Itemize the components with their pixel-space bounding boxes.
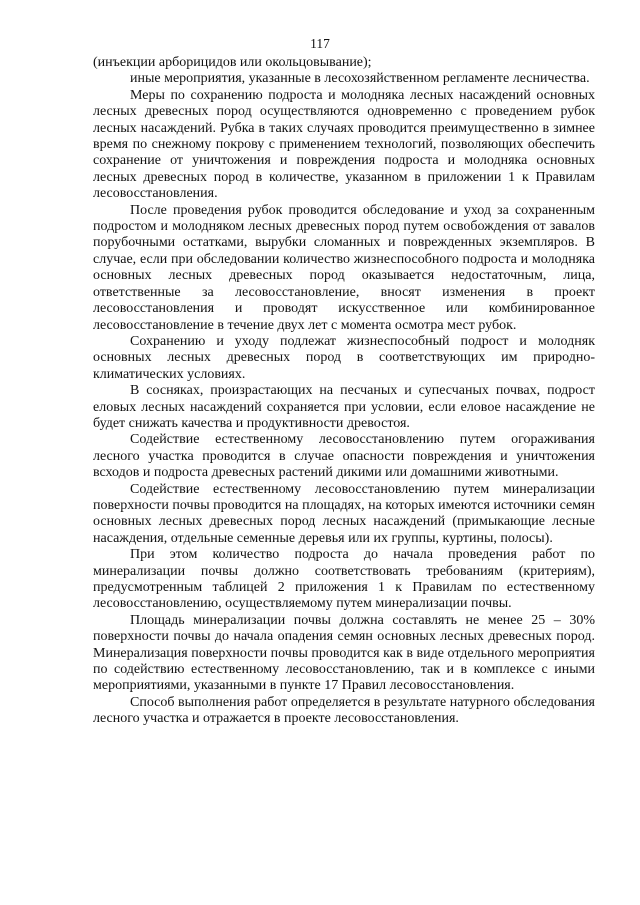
page-body	[93, 55, 595, 728]
paragraph-8: Содействие естественному лесовосстановлению путем минерализации поверхности почвы проводится на площадях, на которых имеются источники семян основных лесных древесных пород лесных насаждений (примыкающие лесные насаждения, отдельные семенные деревья или их группы, куртины, полосы).	[93, 481, 595, 546]
paragraph-6: В сосняках, произрастающих на песчаных и супесчаных почвах, подрост еловых лесных насаждений сохраняется при условии, если еловое насаждение не будет снижать качества и продуктивности древостоя.	[93, 383, 595, 431]
paragraph-11: Способ выполнения работ определяется в результате натурного обследования лесного участка и отражается в проекте лесовосстановления.	[93, 694, 595, 727]
paragraph-7: Содействие естественному лесовосстановлению путем огораживания лесного участка проводится в случае опасности повреждения и уничтожения всходов и подроста древесных растений дикими или домашними животными.	[93, 432, 595, 481]
paragraph-9: При этом количество подроста до начала проведения работ по минерализации почвы должно соответствовать требованиям (критериям), предусмотренным таблицей 2 приложения 1 к Правилам по естественному лесовосстановлению, осуществляемому путем минерализации почвы.	[93, 547, 595, 612]
paragraph-1: (инъекции арборицидов или окольцовывание);	[93, 55, 372, 70]
page-number: 117	[310, 36, 330, 51]
paragraph-2: иные мероприятия, указанные в лесохозяйственном регламенте лесничества.	[130, 71, 590, 87]
paragraph-5: Сохранению и уходу подлежат жизнеспособный подрост и молодняк основных лесных древесных пород в соответствующих им природно-климатических условиях.	[93, 333, 595, 382]
paragraph-4: После проведения рубок проводится обследование и уход за сохраненным подростом и молодняком лесных древесных пород путем освобождения от завалов порубочными остатками, вырубки сломанных и поврежденных экземпляров. В случае, если при обследовании количество жизнеспособного подроста и молодняка основных лесных древесных пород оказывается недостаточным, лица, ответственные за лесовосстановление, вносят изменения в проект лесовосстановления и проводят искусственное или комбинированное лесовосстановление в течение двух лет с момента осмотра мест рубок.	[93, 202, 595, 333]
paragraph-10: Площадь минерализации почвы должна составлять не менее 25 – 30% поверхности почвы до начала опадения семян основных лесных древесных пород. Минерализация поверхности почвы проводится как в виде отдельного мероприятия по содействию естественному лесовосстановлению, так и в комплексе с иными мероприятиями, указанными в пункте 17 Правил лесовосстановления.	[93, 612, 595, 694]
paragraph-3: Меры по сохранению подроста и молодняка лесных насаждений основных лесных древесных пород осуществляются одновременно с проведением рубок лесных насаждений. Рубка в таких случаях проводится преимущественно в зимнее время по снежному покрову с применением технологий, позволяющих обеспечить сохранение от уничтожения и повреждения подроста и молодняка основных лесных древесных пород в количестве, указанном в приложении 1 к Правилам лесовосстановления.	[93, 87, 595, 202]
